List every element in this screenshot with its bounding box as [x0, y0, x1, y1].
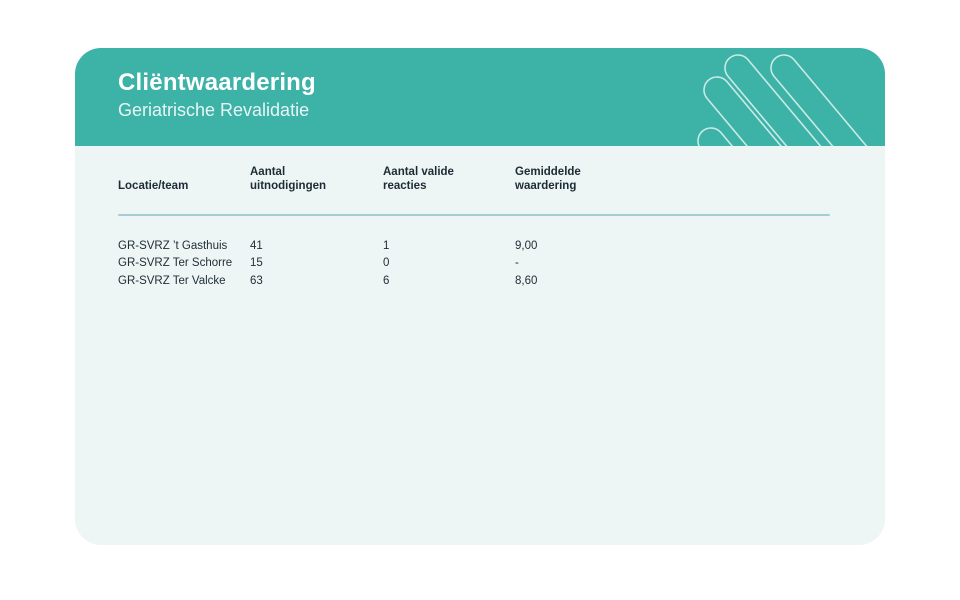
cell-waardering: 8,60 — [515, 274, 538, 287]
cell-reacties: 6 — [383, 274, 390, 287]
table-body — [118, 237, 830, 290]
table-row — [118, 237, 830, 255]
column-header-gemiddelde-waardering: Gemiddelde waardering — [515, 166, 581, 192]
table-header-row — [118, 165, 830, 193]
hand-stripes-icon — [670, 48, 885, 146]
cell-uitnodigingen: 41 — [250, 239, 263, 252]
page-subtitle: Geriatrische Revalidatie — [118, 100, 310, 120]
page-title: Cliëntwaardering — [118, 69, 316, 96]
card-header — [75, 48, 885, 146]
column-header-valide-reacties: Aantal valide reacties — [383, 166, 454, 192]
column-header-locatie: Locatie/team — [118, 180, 189, 192]
clientwaardering-card — [75, 48, 885, 545]
cell-locatie: GR-SVRZ Ter Valcke — [118, 274, 226, 287]
table-row — [118, 255, 830, 273]
results-table — [118, 165, 830, 290]
table-row — [118, 272, 830, 290]
column-header-uitnodigingen: Aantal uitnodigingen — [250, 166, 327, 192]
cell-locatie: GR-SVRZ ’t Gasthuis — [118, 239, 228, 252]
card-body — [75, 146, 885, 545]
header-divider — [118, 214, 830, 216]
cell-reacties: 1 — [383, 239, 390, 252]
cell-locatie: GR-SVRZ Ter Schorre — [118, 257, 233, 270]
cell-waardering: - — [515, 257, 519, 270]
cell-uitnodigingen: 63 — [250, 274, 263, 287]
cell-waardering: 9,00 — [515, 239, 538, 252]
cell-uitnodigingen: 15 — [250, 257, 263, 270]
cell-reacties: 0 — [383, 257, 390, 270]
